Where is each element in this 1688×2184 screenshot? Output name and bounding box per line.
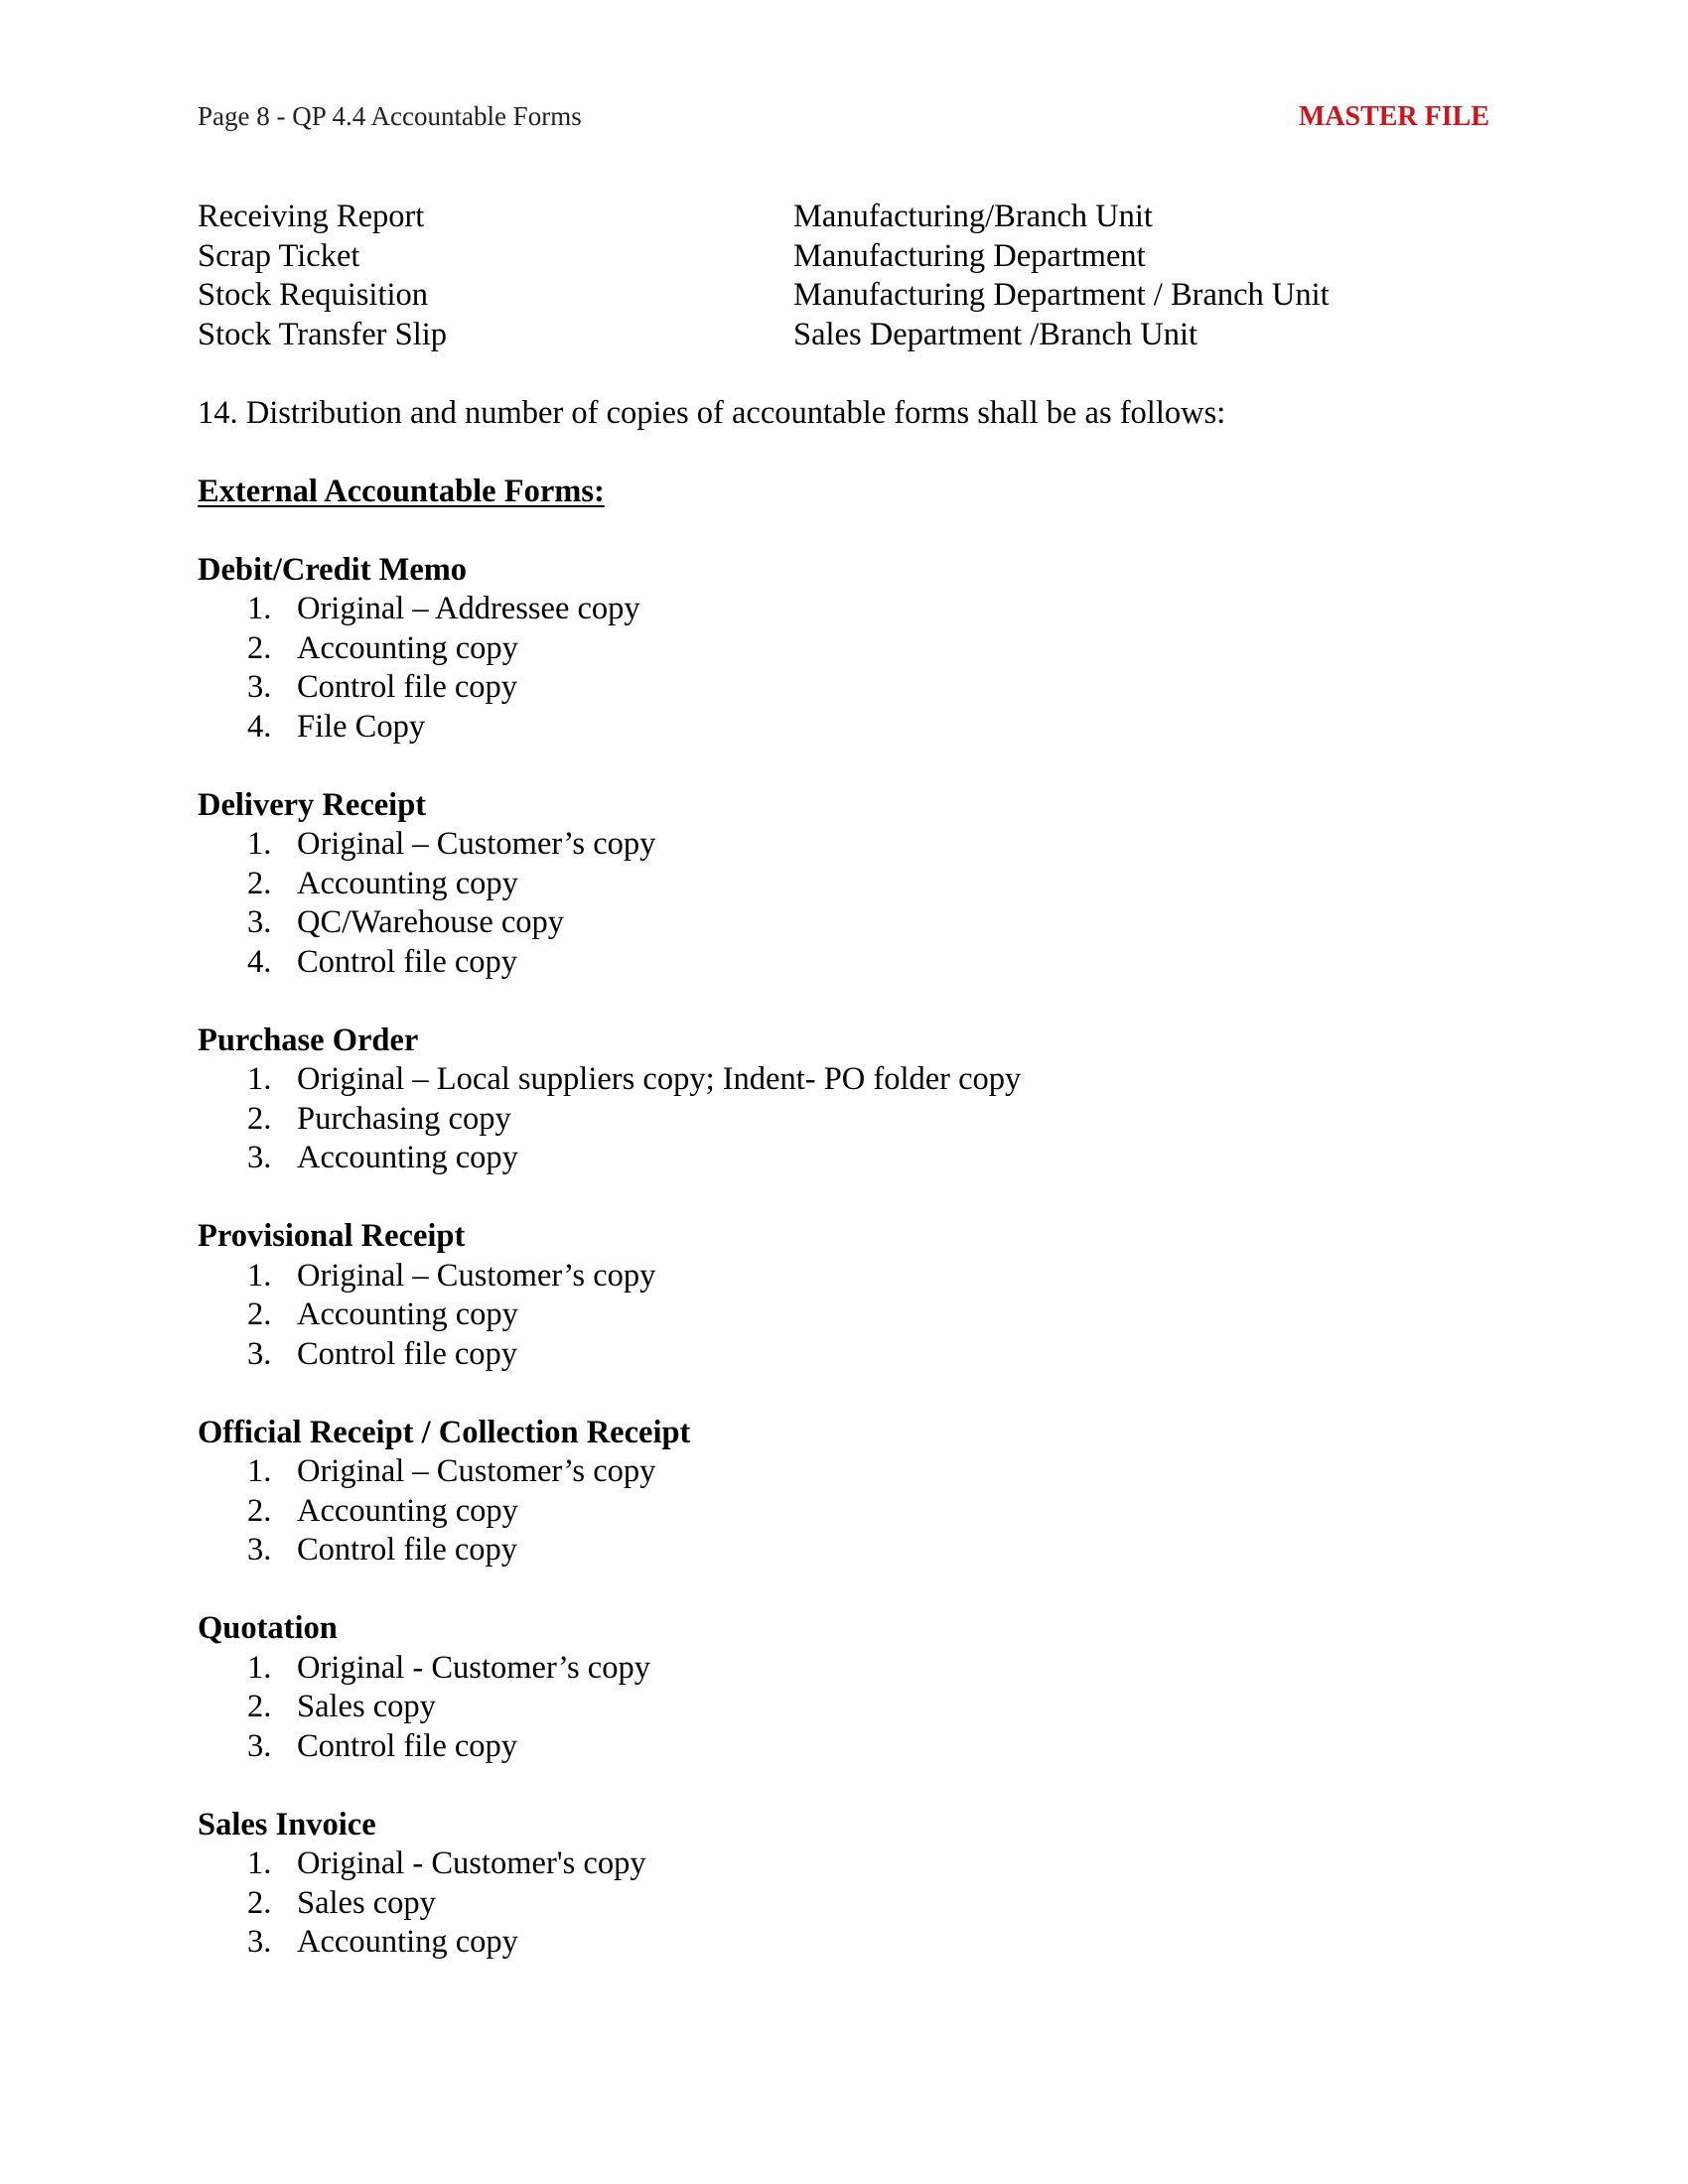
- list-item: [198, 865, 1488, 904]
- list-item-number: 3.: [247, 904, 272, 940]
- list-item: [198, 1335, 1488, 1375]
- list-item-number: 2.: [247, 1100, 272, 1137]
- list-item: [198, 1100, 1488, 1140]
- form-title: Debit/Credit Memo: [198, 551, 468, 588]
- form-section: [198, 1609, 1488, 1766]
- list-item-text: Original – Local suppliers copy; Indent- PO folder copy: [297, 1061, 1022, 1097]
- form-title: Delivery Receipt: [198, 786, 427, 823]
- list-item-number: 2.: [247, 629, 272, 666]
- list-item: [198, 1727, 1488, 1767]
- list-item-text: Original - Customer's copy: [297, 1845, 646, 1881]
- list-item-text: Sales copy: [297, 1689, 436, 1724]
- section-heading: External Accountable Forms:: [198, 473, 605, 509]
- list-item-text: Original – Customer’s copy: [297, 826, 656, 862]
- list-item-text: File Copy: [297, 708, 426, 745]
- list-item: [198, 1452, 1488, 1492]
- master-file-stamp: MASTER FILE: [1298, 101, 1489, 132]
- list-item: [198, 629, 1488, 669]
- form-title: Official Receipt / Collection Receipt: [198, 1414, 691, 1450]
- form-section: [198, 1414, 1488, 1570]
- routing-form-name: Stock Transfer Slip: [198, 316, 448, 352]
- list-item-text: Control file copy: [297, 943, 518, 980]
- list-item-number: 2.: [247, 1689, 272, 1724]
- list-item-number: 1.: [247, 826, 272, 862]
- list-item-text: Original – Customer’s copy: [297, 1453, 656, 1489]
- copy-list: [198, 1844, 1488, 1963]
- copy-list: [198, 1257, 1488, 1375]
- form-title: Sales Invoice: [198, 1806, 376, 1843]
- form-section: [198, 1022, 1488, 1178]
- routing-form-name: Scrap Ticket: [198, 237, 360, 274]
- list-item-number: 1.: [247, 1257, 272, 1294]
- page-content: [198, 198, 1488, 1963]
- list-item: [198, 943, 1488, 983]
- list-item-number: 3.: [247, 1727, 272, 1764]
- list-item-text: Accounting copy: [297, 1297, 518, 1332]
- list-item-text: Accounting copy: [297, 629, 518, 666]
- routing-unit-name: Manufacturing/Branch Unit: [793, 199, 1153, 234]
- routing-form-name: Receiving Report: [198, 199, 425, 234]
- form-title: Purchase Order: [198, 1022, 419, 1058]
- list-item-number: 1.: [247, 1845, 272, 1881]
- list-item: [198, 1492, 1488, 1532]
- list-item-text: Control file copy: [297, 1532, 518, 1568]
- list-item-number: 1.: [247, 1649, 272, 1686]
- list-item-text: Original - Customer’s copy: [297, 1649, 650, 1686]
- list-item: [198, 668, 1488, 708]
- list-item-number: 3.: [247, 669, 272, 705]
- list-item: [198, 1649, 1488, 1689]
- list-item-text: Control file copy: [297, 1727, 518, 1764]
- list-item: [198, 1688, 1488, 1727]
- list-item: [198, 590, 1488, 629]
- copy-list: [198, 825, 1488, 982]
- copy-list: [198, 1452, 1488, 1570]
- form-section: [198, 1806, 1488, 1963]
- list-item-number: 4.: [247, 708, 272, 745]
- distribution-intro: 14. Distribution and number of copies of accountable forms shall be as follows:: [198, 394, 1226, 431]
- list-item-number: 2.: [247, 1297, 272, 1332]
- list-item-number: 1.: [247, 1061, 272, 1097]
- form-title: Quotation: [198, 1610, 338, 1646]
- list-item-text: Accounting copy: [297, 1924, 518, 1960]
- routing-unit-name: Manufacturing Department: [793, 237, 1146, 274]
- list-item-text: Control file copy: [297, 1335, 518, 1372]
- list-item: [198, 1844, 1488, 1884]
- list-item: [198, 1923, 1488, 1963]
- list-item: [198, 708, 1488, 748]
- list-item-number: 2.: [247, 1884, 272, 1921]
- list-item-text: Accounting copy: [297, 865, 518, 901]
- form-section: [198, 551, 1488, 748]
- list-item: [198, 1139, 1488, 1178]
- form-section: [198, 1217, 1488, 1374]
- list-item-text: Sales copy: [297, 1884, 436, 1921]
- form-section: [198, 786, 1488, 983]
- list-item-number: 2.: [247, 865, 272, 901]
- routing-row: [198, 316, 1488, 355]
- routing-table: [198, 198, 1488, 354]
- routing-unit-name: Manufacturing Department / Branch Unit: [793, 277, 1330, 313]
- list-item: [198, 825, 1488, 865]
- list-item-text: Purchasing copy: [297, 1100, 511, 1137]
- copy-list: [198, 1649, 1488, 1767]
- routing-row: [198, 237, 1488, 277]
- list-item: [198, 1296, 1488, 1335]
- list-item: [198, 1531, 1488, 1570]
- page-header-label: Page 8 - QP 4.4 Accountable Forms: [198, 101, 582, 131]
- list-item-number: 1.: [247, 591, 272, 626]
- list-item: [198, 1257, 1488, 1297]
- form-title: Provisional Receipt: [198, 1218, 466, 1254]
- list-item-number: 2.: [247, 1492, 272, 1529]
- list-item-text: Original – Customer’s copy: [297, 1257, 656, 1294]
- list-item-text: QC/Warehouse copy: [297, 904, 565, 940]
- list-item-number: 4.: [247, 943, 272, 980]
- routing-row: [198, 276, 1488, 316]
- forms-list: [198, 551, 1488, 1963]
- routing-unit-name: Sales Department /Branch Unit: [793, 316, 1198, 352]
- list-item-text: Original – Addressee copy: [297, 591, 640, 626]
- copy-list: [198, 590, 1488, 747]
- routing-form-name: Stock Requisition: [198, 277, 429, 313]
- list-item-text: Control file copy: [297, 669, 518, 705]
- list-item: [198, 1884, 1488, 1924]
- list-item-number: 3.: [247, 1924, 272, 1960]
- list-item-number: 3.: [247, 1335, 272, 1372]
- list-item-text: Accounting copy: [297, 1492, 518, 1529]
- list-item-number: 3.: [247, 1140, 272, 1175]
- list-item: [198, 903, 1488, 943]
- copy-list: [198, 1060, 1488, 1178]
- list-item-text: Accounting copy: [297, 1140, 518, 1175]
- list-item-number: 1.: [247, 1453, 272, 1489]
- list-item: [198, 1060, 1488, 1100]
- routing-row: [198, 198, 1488, 237]
- list-item-number: 3.: [247, 1532, 272, 1568]
